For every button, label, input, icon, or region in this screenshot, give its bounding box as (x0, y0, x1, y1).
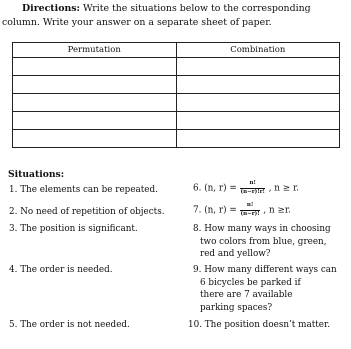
situation-8 (193, 223, 331, 261)
formula-6-prefix: 6. (n, r) = (193, 183, 237, 194)
permutation-cell (13, 130, 177, 148)
formula-7-prefix: 7. (n, r) = (193, 205, 237, 216)
situation-8-line: red and yellow? (200, 249, 271, 260)
formula-6-denominator: (n−r)!r! (240, 188, 265, 195)
table-row (13, 112, 340, 130)
combination-formula (240, 181, 264, 195)
permutation-cell (13, 76, 177, 94)
combination-cell (176, 130, 340, 148)
table-row (13, 76, 340, 94)
combination-cell (176, 76, 340, 94)
formula-6-suffix: , n ≥ r. (268, 183, 299, 194)
situation-9-line: 6 bicycles be parked if (200, 277, 301, 288)
permutation-formula (240, 203, 259, 217)
situation-10: 10. The position doesn’t matter. (188, 320, 331, 330)
permutation-cell (13, 58, 177, 76)
situations-title: Situations: (8, 169, 65, 180)
situation-9 (193, 264, 337, 314)
formula-7-suffix: , n ≥r. (263, 205, 291, 216)
formula-7-denominator: (n−r)! (240, 210, 260, 217)
directions (2, 2, 348, 30)
formula-7-numerator: n! (240, 203, 259, 211)
situation-9-line: 9. How many different ways can (193, 265, 337, 275)
situation-3: 3. The position is significant. (9, 224, 138, 234)
combination-header: Combination (176, 43, 340, 58)
situation-8-line: two colors from blue, green, (200, 236, 327, 247)
permutation-header: Permutation (13, 43, 177, 58)
directions-text-2: column. Write your answer on a separate sheet of paper. (2, 17, 272, 28)
formula-6-numerator: n! (240, 181, 264, 189)
table-row (13, 94, 340, 112)
combination-cell (176, 94, 340, 112)
combination-cell (176, 112, 340, 130)
table-row (13, 130, 340, 148)
permutation-cell (13, 94, 177, 112)
situation-9-line: there are 7 available (200, 290, 293, 301)
situation-8-line: 8. How many ways in choosing (193, 224, 331, 234)
situation-9-line: parking spaces? (200, 302, 273, 313)
answer-table (12, 42, 340, 148)
situation-4: 4. The order is needed. (9, 265, 113, 275)
situation-7 (193, 203, 291, 217)
table-row (13, 58, 340, 76)
directions-label: Directions: (22, 3, 81, 14)
directions-text-1: Write the situations below to the corresponding (83, 3, 311, 14)
situation-5: 5. The order is not needed. (9, 320, 130, 330)
permutation-cell (13, 112, 177, 130)
situation-2: 2. No need of repetition of objects. (9, 207, 165, 217)
situation-6 (193, 181, 299, 195)
combination-cell (176, 58, 340, 76)
situation-1: 1. The elements can be repeated. (9, 185, 158, 195)
